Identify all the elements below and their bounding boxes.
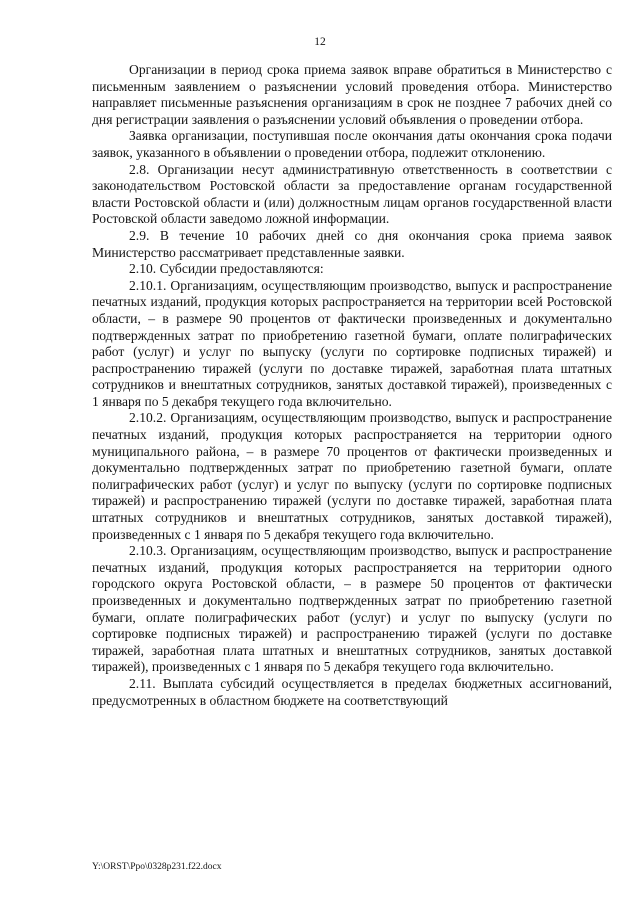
paragraph-2-10-3: 2.10.3. Организациям, осуществляющим производство, выпуск и распространение печатных изданий, продукция которых распространяется на территории одного городского округа Ростовской области, – в размере 50 процентов от фактически произведенных и документально подтвержденных затрат по приобретению газетной бумаги, оплате полиграфических работ (услуг) и услуг по выпуску (услуги по сортировке подписных тиражей) и распространению тиражей (услуги по доставке тиражей, заработная плата штатных и внештатных сотрудников, занятых доставкой тиражей), произведенных с 1 января по 5 декабря текущего года включительно. [92, 543, 612, 675]
paragraph-2-10-2: 2.10.2. Организациям, осуществляющим производство, выпуск и распространение печатных изданий, продукция которых распространяется на территории одного муниципального района, – в размере 70 процентов от фактически произведенных и документально подтвержденных затрат по приобретению газетной бумаги, оплате полиграфических работ (услуг) и услуг по выпуску (услуги по сортировке подписных тиражей) и распространению тиражей (услуги по доставке тиражей, заработная плата штатных сотрудников и внештатных сотрудников, занятых доставкой тиражей), произведенных с 1 января по 5 декабря текущего года включительно. [92, 410, 612, 542]
page-number: 12 [314, 36, 326, 48]
paragraph-2-8: 2.8. Организации несут административную ответственность в соответствии с законодательством Ростовской области за предоставление органам государственной власти Ростовской области и (или) должностным лицам органов государственной власти Ростовской области заведомо ложной информации. [92, 161, 612, 227]
paragraph-2-10-1: 2.10.1. Организациям, осуществляющим производство, выпуск и распространение печатных изданий, продукция которых распространяется на территории всей Ростовской области, – в размере 90 процентов от фактически произведенных и документально подтвержденных затрат по приобретению газетной бумаги, оплате полиграфических работ (услуг) и услуг по выпуску (услуги по сортировке подписных тиражей) и распространению тиражей (услуги по доставке тиражей, заработная плата штатных сотрудников и внештатных сотрудников, занятых доставкой тиражей), произведенных с 1 января по 5 декабря текущего года включительно. [92, 277, 612, 409]
paragraph-application-clarification: Организации в период срока приема заявок вправе обратиться в Министерство с письменным заявлением о разъяснении условий проведения отбора. Министерство направляет письменные разъяснения организациям в срок не позднее 7 рабочих дней со дня регистрации заявления о разъяснении условий объявления о проведении отбора. [92, 62, 612, 127]
document-body [92, 62, 612, 709]
paragraph-2-9: 2.9. В течение 10 рабочих дней со дня окончания срока приема заявок Министерство рассматривает представленные заявки. [92, 227, 612, 260]
paragraph-2-11: 2.11. Выплата субсидий осуществляется в пределах бюджетных ассигнований, предусмотренных в областном бюджете на соответствующий [92, 675, 612, 708]
paragraph-late-application: Заявка организации, поступившая после окончания даты окончания срока подачи заявок, указанного в объявлении о проведении отбора, подлежит отклонению. [92, 128, 612, 160]
paragraph-2-10: 2.10. Субсидии предоставляются: [129, 261, 324, 277]
footer-file-path: Y:\ORST\Ppo\0328p231.f22.docx [92, 862, 222, 872]
